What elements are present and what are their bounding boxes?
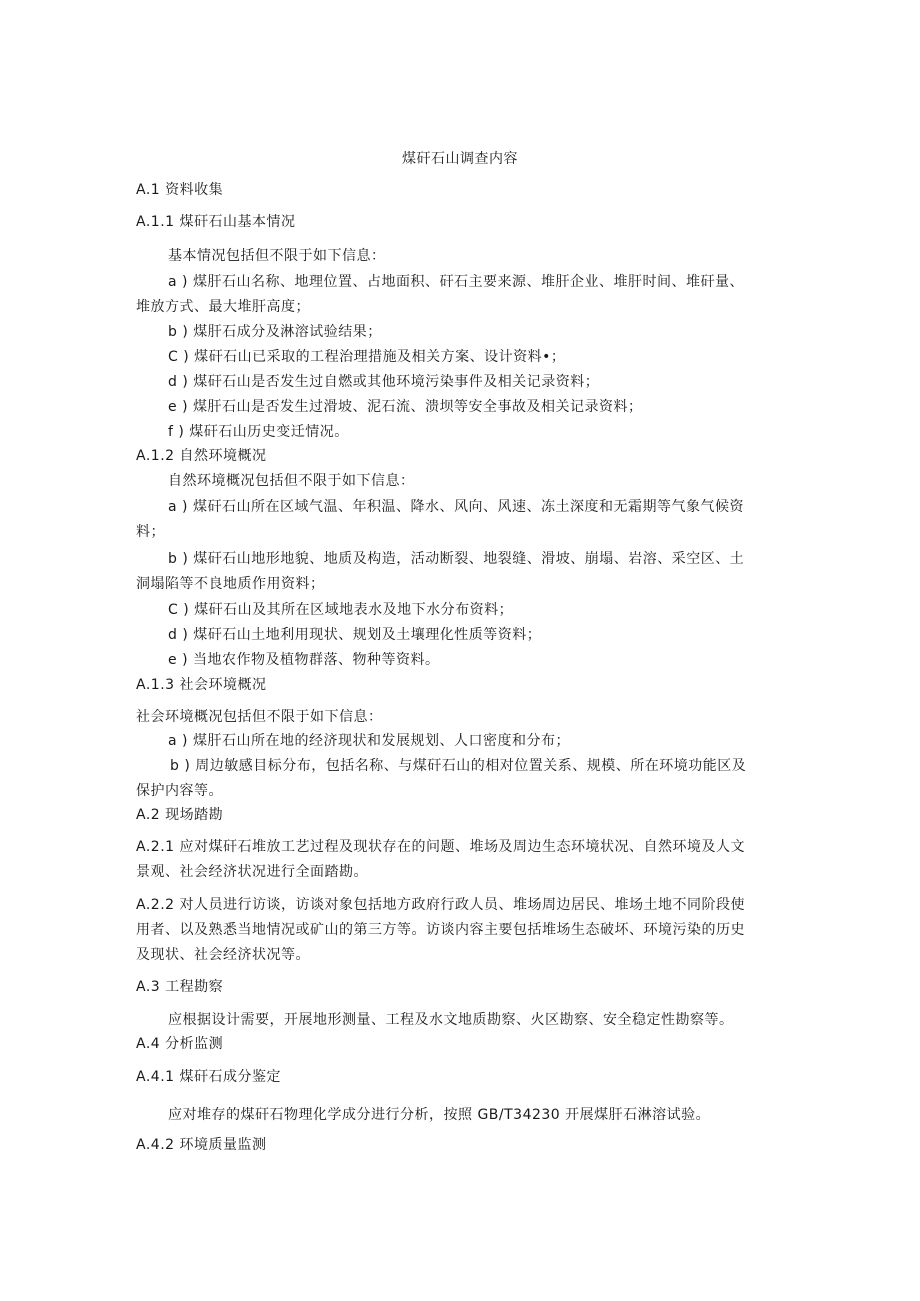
subsection-heading: A.1.1 煤矸石山基本情况	[136, 214, 296, 230]
paragraph-continuation: 用者、以及熟悉当地情况或矿山的第三方等。访谈内容主要包括堆场生态破坏、环境污染的历史	[136, 922, 745, 938]
subsection-heading: A.1.3 社会环境概况	[136, 677, 267, 693]
list-item: b ) 周边敏感目标分布，包括名称、与煤矸石山的相对位置关系、规模、所在环境功能区及	[170, 758, 747, 774]
list-item: f ) 煤矸石山历史变迁情况。	[168, 424, 349, 440]
list-item: d ) 煤矸石山是否发生过自燃或其他环境污染事件及相关记录资料；	[168, 374, 600, 390]
subsection-heading: A.1.2 自然环境概况	[136, 448, 267, 464]
list-item: a ) 煤肝石山名称、地理位置、占地面积、矸石主要来源、堆肝企业、堆肝时间、堆矸量、	[168, 274, 744, 290]
section-heading: A.1 资料收集	[136, 182, 224, 198]
subsection-heading: A.4.1 煤矸石成分鉴定	[136, 1069, 281, 1085]
list-item: a ) 煤肝石山所在地的经济现状和发展规划、人口密度和分布；	[168, 733, 570, 749]
paragraph: A.2.2 对人员进行访谈，访谈对象包括地方政府行政人员、堆场周边居民、堆场土地不同阶段使	[136, 897, 745, 913]
paragraph: 社会环境概况包括但不限于如下信息：	[136, 709, 383, 725]
section-heading: A.4 分析监测	[136, 1036, 224, 1052]
list-item: a ) 煤矸石山所在区域气温、年积温、降水、风向、风速、冻土深度和无霜期等气象气候资	[168, 499, 744, 515]
list-item-continuation: 料；	[136, 524, 165, 540]
list-item: C ) 煤矸石山及其所在区域地表水及地下水分布资料；	[168, 602, 514, 618]
paragraph: 应对堆存的煤矸石物理化学成分进行分析，按照 GB/T34230 开展煤肝石淋溶试验。	[168, 1107, 711, 1123]
list-item: C ) 煤矸石山已采取的工程治理措施及相关方案、设计资料•；	[168, 349, 566, 365]
paragraph: 自然环境概况包括但不限于如下信息：	[168, 473, 415, 489]
list-item-continuation: 保护内容等。	[136, 783, 223, 799]
list-item: e ) 煤肝石山是否发生过滑坡、泥石流、溃坝等安全事故及相关记录资料；	[168, 399, 643, 415]
paragraph-continuation: 及现状、社会经济状况等。	[136, 947, 310, 963]
list-item: b ) 煤肝石成分及淋溶试验结果；	[168, 324, 382, 340]
list-item-continuation: 堆放方式、最大堆肝高度；	[136, 299, 310, 315]
subsection-heading: A.4.2 环境质量监测	[136, 1137, 267, 1153]
page-title: 煤矸石山调查内容	[402, 151, 518, 167]
section-heading: A.3 工程勘察	[136, 979, 224, 995]
paragraph: 基本情况包括但不限于如下信息：	[168, 248, 386, 264]
list-item: d ) 煤矸石山土地利用现状、规划及土壤理化性质等资料；	[168, 627, 542, 643]
paragraph: A.2.1 应对煤矸石堆放工艺过程及现状存在的问题、堆场及周边生态环境状况、自然环境及人文	[136, 839, 745, 855]
list-item: b ) 煤矸石山地形地貌、地质及构造，活动断裂、地裂缝、滑坡、崩塌、岩溶、采空区、土	[168, 551, 745, 567]
list-item-continuation: 洞塌陷等不良地质作用资料；	[136, 576, 325, 592]
paragraph-continuation: 景观、社会经济状况进行全面踏勘。	[136, 864, 368, 880]
paragraph: 应根据设计需要，开展地形测量、工程及水文地质勘察、火区勘察、安全稳定性勘察等。	[168, 1012, 734, 1028]
list-item: e ) 当地农作物及植物群落、物种等资料。	[168, 652, 440, 668]
section-heading: A.2 现场踏勘	[136, 807, 224, 823]
